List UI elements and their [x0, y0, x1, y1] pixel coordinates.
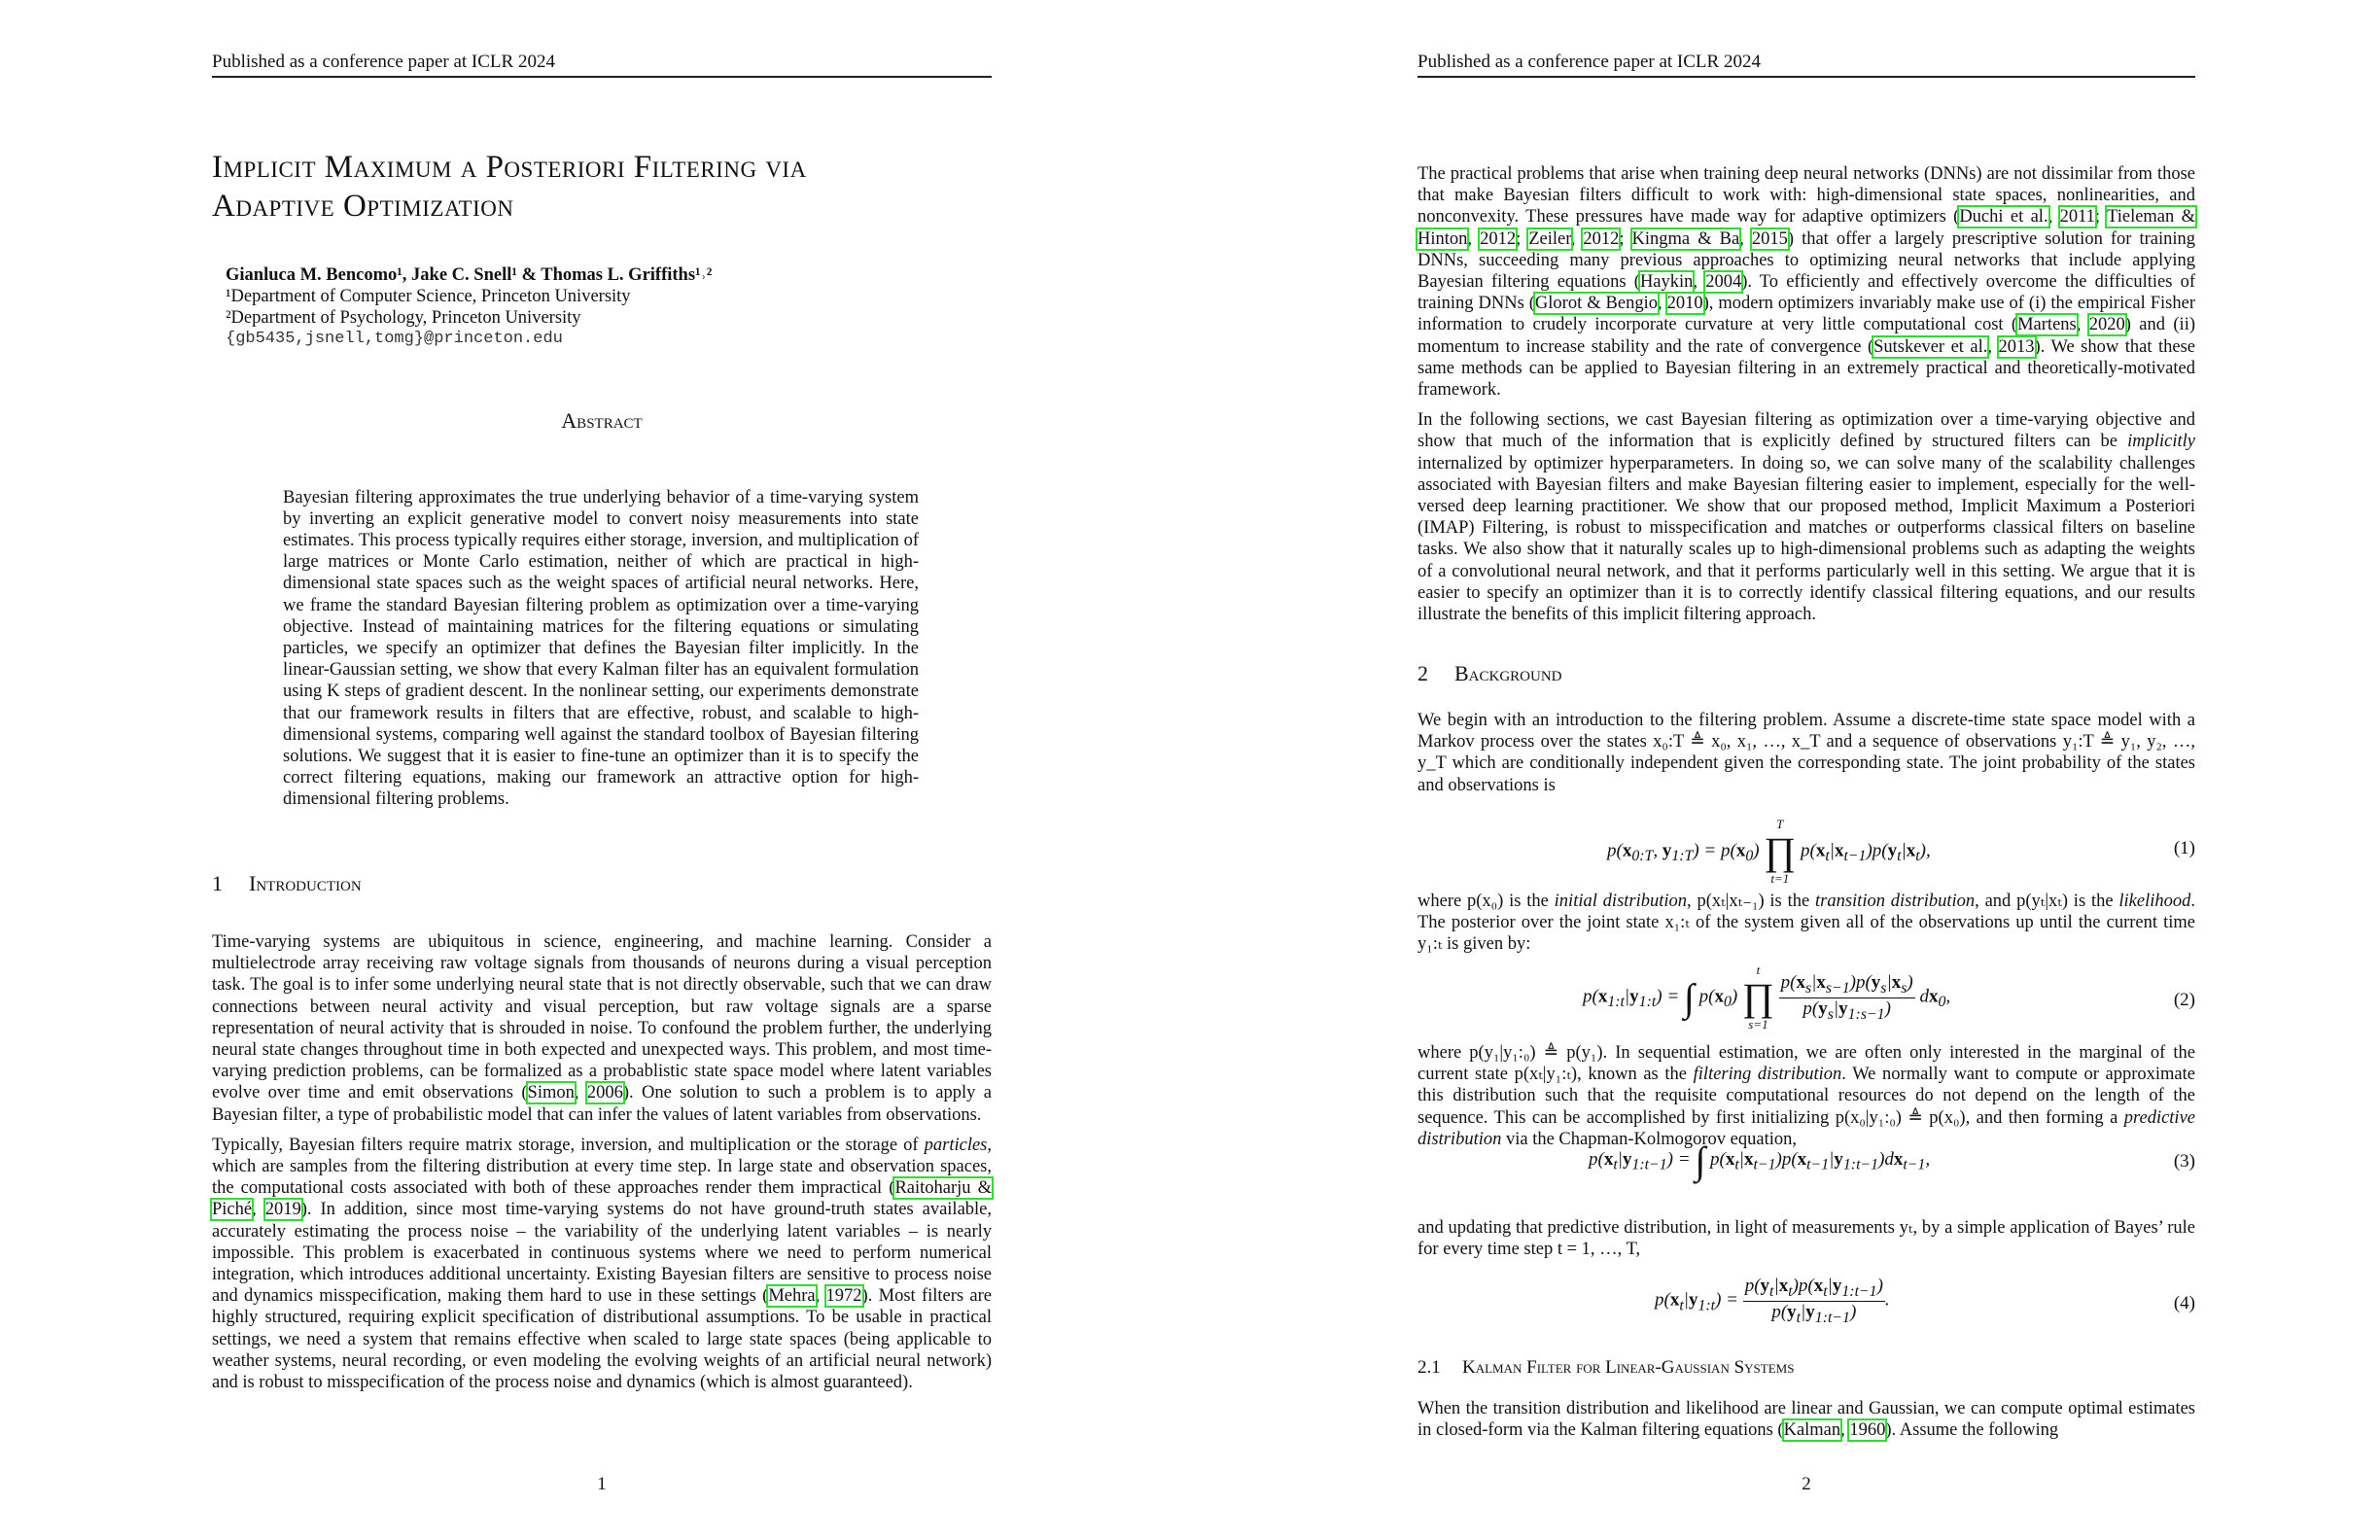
emphasis-text: initial distribution [1554, 892, 1688, 911]
background-paragraph-3 [1418, 1042, 2195, 1150]
section-heading-introduction [212, 871, 362, 896]
citation-year-link[interactable]: 2010 [1666, 294, 1703, 314]
citation-link[interactable]: Tieleman & Hinton [1418, 207, 2196, 249]
text-run: . The posterior over the joint state x₁:ₜ of the system given all of the observations up until the current time y₁:ₜ is given by: [1418, 892, 2195, 955]
citation-year-link[interactable]: 2012 [1480, 228, 1517, 249]
text-run: Time-varying systems are ubiquitous in science, engineering, and machine learning. Consider a multielectrode array receiving raw voltage signals from thousands of neurons during a visual perception task. The goal is to infer some underlying neural state that is not directly observable, such that we can draw connections between neural activity and visual perception, but raw voltage signals are a sparse representation of neural activity that is shrouded in noise. To confound the problem further, the underlying neural state changes throughout time in both expected and unexpected ways. This problem, and most time-varying prediction problems, can be formalized as a probablistic state space model where latent variables evolve over time and emit observations ( [212, 932, 992, 1103]
text-run: , which are samples from the filtering distribution at every time step. In large state and observation spaces, the computational costs associated with both of these approaches render them impractical ( [212, 1135, 992, 1199]
equation-number: (2) [2173, 990, 2195, 1010]
section-number: 2 [1418, 661, 1428, 685]
text-run: ), modern optimizers invariably make use of (i) the empirical Fisher information to crudely incorporate curvature at very little computational cost ( [1418, 294, 2195, 335]
text-run: Typically, Bayesian filters require matrix storage, inversion, and multiplication or the storage of [212, 1135, 925, 1155]
citation-year-link[interactable]: 2019 [264, 1200, 301, 1220]
citation-link[interactable]: Zeiler [1528, 228, 1571, 249]
emphasis-text: implicitly [2127, 432, 2195, 452]
section-heading-background [1418, 661, 1562, 686]
text-run: via the Chapman-Kolmogorov equation, [1501, 1129, 1798, 1149]
text-run: ). Assume the following [1885, 1420, 2059, 1441]
kalman-paragraph: When the transition distribution and likelihood are linear and Gaussian, we can compute optimal estimates in closed-form via the Kalman filtering equations (Kalman, 1960). Assume the following [1418, 1399, 2195, 1441]
intro-body [212, 931, 992, 1393]
subsection-title: Kalman Filter for Linear-Gaussian Systems [1462, 1357, 1795, 1378]
running-head: Published as a conference paper at ICLR 2024 [212, 52, 992, 78]
text-run: where p(x₀) is the [1418, 892, 1555, 911]
citation-link[interactable]: Simon [527, 1083, 575, 1103]
citation-link[interactable]: Mehra [768, 1286, 816, 1307]
text-run: When the transition distribution and likelihood are linear and Gaussian, we can compute optimal estimates in closed-form via the Kalman filtering equations ( [1418, 1399, 2195, 1441]
equation-number: (3) [2173, 1151, 2195, 1172]
citation-link[interactable]: Raitoharju & Piché [212, 1178, 993, 1220]
text-run: , p(xₜ|xₜ₋₁) is the [1687, 892, 1815, 911]
background-text: We begin with an introduction to the filtering problem. Assume a discrete-time state space model with a Markov process over the states x₀:T ≜ x₀, x₁, …, x_T and a sequence of observations y₁:T ≜ y₁, y₂, …, y_T which are conditionally independent given the corresponding state. The joint probability of the states and observations is [1418, 711, 2195, 795]
intro-paragraph-4 [1418, 409, 2195, 625]
equation-2-body: $p(x_{1:t}|y_{1:t})$ = ∫ $p(x_0)$ t ∏ s=1 $\frac{p(x_s|x_{s-1})p(y_s|x_s)}{p(y_s|y_{1:s-1})}$ $dx_0$, [1583, 962, 1951, 1032]
emphasis-text: predictive distribution [1418, 1107, 2195, 1149]
text-run: ) and (ii) momentum to increase stability and the rate of convergence ( [1418, 315, 2195, 357]
abstract-heading: Abstract [561, 408, 643, 433]
equation-2 [1418, 962, 2195, 1040]
section-number: 1 [212, 871, 223, 895]
text-run: . We normally want to compute or approximate this distribution such that the requisite computational resources do not depend on the length of the sequence. This can be accomplished by first initializing p(x₀|y₁:₀) ≜ p(x₀), and then forming a [1418, 1065, 2195, 1128]
citation-link[interactable]: Haykin [1639, 272, 1694, 293]
equation-1 [1418, 817, 2195, 885]
author-emails[interactable]: {gb5435,jsnell,tomg}@princeton.edu [226, 330, 563, 348]
citation-link[interactable]: Martens [2017, 315, 2077, 335]
citation-link[interactable]: Duchi et al. [1959, 207, 2048, 228]
text-run: ). We show that these same methods can be applied to Bayesian filtering in an extremely practical and theoretically-motivated framework. [1418, 336, 2195, 401]
citation-year-link[interactable]: 2004 [1705, 272, 1742, 293]
text-run: ) that offer a largely prescriptive solution for training DNNs, succeeding many previous approaches to optimizing neural networks that include applying Bayesian filtering equations ( [1418, 228, 2196, 293]
title-line-1: Implicit Maximum a Posteriori Filtering via [212, 150, 807, 185]
subsection-number: 2.1 [1418, 1357, 1441, 1378]
emphasis-text: transition distribution [1815, 892, 1976, 911]
text-run: ). Most filters are highly structured, requiring explicit specification of distributional assumptions. To be usable in practical settings, we need a system that remains effective when scaled to large state spaces (being applicable to weather systems, neural recording, or even modeling the evolving weights of an artificial neural network) and is robust to misspecification of the process noise and dynamics (which is almost guaranteed). [212, 1286, 993, 1393]
section-title: Background [1454, 661, 1562, 685]
intro-paragraph-1: Time-varying systems are ubiquitous in science, engineering, and machine learning. Consider a multielectrode array receiving raw voltage signals from thousands of neurons during a visual perception task. The goal is to infer some underlying neural state that is not directly observable, such that we can draw connections between neural activity and visual perception, but raw voltage signals are a sparse representation of neural activity that is shrouded in noise. To confound the problem further, the underlying neural state changes throughout time in both expected and unexpected ways. This problem, and most time-varying prediction problems, can be formalized as a probablistic state space model where latent variables evolve over time and emit observations (Simon, 2006). One solution to such a problem is to apply a Bayesian filter, a type of probabilistic model that can infer the values of latent variables from observations. [212, 932, 992, 1125]
equation-number: (1) [2173, 838, 2195, 858]
intro-paragraph-2: Typically, Bayesian filters require matrix storage, inversion, and multiplication or the storage of particles, which are samples from the filtering distribution at every time step. In large state and observation spaces, the computational costs associated with both of these approaches render them impractical (Raitoharju & Piché, 2019). In addition, since most time-varying systems do not have ground-truth states available, accurately estimating the process noise – the variability of the underlying latent variables – is nearly impossible. This problem is exacerbated in continuous systems where we need to perform numerical integration, which introduces additional uncertainty. Existing Bayesian filters are sensitive to process noise and dynamics misspecification, making them hard to use in these settings (Mehra, 1972). Most filters are highly structured, requiring explicit specification of distributional assumptions. To be usable in practical settings, we need a system that remains effective when scaled to large state spaces (being applicable to weather systems, neural recording, or even modeling the evolving weights of an artificial neural network) and is robust to misspecification of the process noise and dynamics (which is almost guaranteed). [212, 1135, 993, 1393]
affiliation-2: ²Department of Psychology, Princeton University [226, 308, 581, 328]
intro-paragraph-3: The practical problems that arise when training deep neural networks (DNNs) are not dissimilar from those that make Bayesian filters difficult to work with: high-dimensional state spaces, nonlinearities, and nonconvexity. These pressures have made way for adaptive optimizers (Duchi et al., 2011; Tieleman & Hinton, 2012; Zeiler, 2012; Kingma & Ba, 2015) that offer a largely prescriptive solution for training DNNs, succeeding many previous approaches to optimizing neural networks that include applying Bayesian filtering equations (Haykin, 2004). To efficiently and effectively overcome the difficulties of training DNNs (Glorot & Bengio, 2010), modern optimizers invariably make use of (i) the empirical Fisher information to crudely incorporate curvature at very little computational cost (Martens, 2020) and (ii) momentum to increase stability and the rate of convergence (Sutskever et al., 2013). We show that these same methods can be applied to Bayesian filtering in an extremely practical and theoretically-motivated framework. [1418, 164, 2196, 401]
equation-4-body: $p(x_t|y_{1:t})$ = $\frac{p(y_t|x_t)p(x_t|y_{1:t-1})}{p(y_t|y_{1:t-1})}$ . [1655, 1276, 1890, 1326]
emphasis-text: particles [924, 1135, 988, 1155]
equation-3-body: $p(x_t|y_{1:t-1})$ = ∫ $p(x_t|x_{t-1})p(x_{t-1}|y_{1:t-1})dx_{t-1}$, [1589, 1138, 1931, 1182]
section-title: Introduction [249, 871, 362, 895]
running-head: Published as a conference paper at ICLR 2024 [1418, 52, 2195, 78]
text-run: In the following sections, we cast Bayesian filtering as optimization over a time-varying objective and show that much of the information that is explicitly defined by structured filters can be [1418, 410, 2195, 452]
page-number: 2 [1802, 1474, 1811, 1494]
equation-3 [1418, 1138, 2195, 1186]
subsection-heading-kalman [1418, 1357, 1794, 1379]
text-run: ). In addition, since most time-varying systems do not have ground-truth states available, accurately estimating the process noise – the variability of the underlying latent variables – is nearly impossible. This problem is exacerbated in continuous systems where we need to perform numerical integration, which introduces additional uncertainty. Existing Bayesian filters are sensitive to process noise and dynamics misspecification, making them hard to use in these settings ( [212, 1200, 993, 1307]
emphasis-text: filtering distribution [1693, 1065, 1842, 1085]
author-block [226, 264, 712, 350]
citation-year-link[interactable]: 1960 [1849, 1420, 1886, 1441]
citation-link[interactable]: Sutskever et al. [1873, 336, 1988, 357]
equation-1-body: $p(x_{0:T}$, $y_{1:T}) = p(x_0)$ T ∏ t=1 $p(x_t|x_{t-1})p(y_t|x_t)$, [1607, 817, 1931, 886]
equation-4 [1418, 1276, 2195, 1334]
text-run: internalized by optimizer hyperparameters. In doing so, we can solve many of the scalability challenges associated with Bayesian filters and make Bayesian filtering easier to implement, especially for the well-versed deep learning practitioner. We show that our proposed method, Implicit Maximum a Posteriori (IMAP) Filtering, is robust to misspecification and matches or outperforms classical filters on baseline tasks. We also show that it naturally scales up to high-dimensional problems such as adapting the weights of a convolutional neural network, and that it performs particularly well in this setting. We argue that it is easier to specify an optimizer than it is to correctly identify classical filtering equations, and our results illustrate the benefits of this implicit filtering approach. [1418, 453, 2195, 625]
citation-link[interactable]: Kingma & Ba [1631, 228, 1740, 249]
background-paragraph-1 [1418, 710, 2195, 796]
paper-title [212, 148, 992, 226]
page-2-intro-continued [1418, 163, 2195, 625]
background-paragraph-2 [1418, 891, 2195, 956]
emphasis-text: likelihood [2118, 892, 2191, 911]
text-run: The practical problems that arise when training deep neural networks (DNNs) are not dissimilar from those that make Bayesian filters difficult to work with: high-dimensional state spaces, nonlinearities, and nonconvexity. These pressures have made way for adaptive optimizers ( [1418, 164, 2195, 228]
text-run: , and p(yₜ|xₜ) is the [1975, 892, 2119, 911]
citation-year-link[interactable]: 2020 [2088, 315, 2125, 335]
abstract-text: Bayesian filtering approximates the true underlying behavior of a time-varying system by inverting an explicit generative model to convert noisy measurements into state estimates. This process typically requires either storage, inversion, and multiplication of large matrices or Monte Carlo estimation, neither of which are practical in high-dimensional state spaces such as the weight spaces of artificial neural networks. Here, we frame the standard Bayesian filtering problem as optimization over a time-varying objective. Instead of maintaining matrices for the filtering equations or simulating particles, we specify an optimizer that defines the Bayesian filter implicitly. In the linear-Gaussian setting, we show that every Kalman filter has an equivalent formulation using K steps of gradient descent. In the nonlinear setting, our experiments demonstrate that our framework results in filters that are effective, robust, and scalable to high-dimensional systems, comparing well against the standard toolbox of Bayesian filtering solutions. We suggest that it is easier to fine-tune an optimizer than it is to specify the correct filtering equations, making our framework an attractive option for high-dimensional filtering problems. [283, 487, 919, 810]
equation-number: (4) [2173, 1293, 2195, 1313]
citation-year-link[interactable]: 2013 [1998, 336, 2035, 357]
text-run: where p(y₁|y₁:₀) ≜ p(y₁). In sequential estimation, we are often only interested in the marginal of the current state p(xₜ|y₁:ₜ), known as the [1418, 1043, 2195, 1085]
citation-link[interactable]: Kalman [1783, 1420, 1841, 1441]
citation-year-link[interactable]: 2006 [586, 1083, 623, 1103]
text-run: ). One solution to such a problem is to apply a Bayesian filter, a type of probabilistic model that can infer the values of latent variables from observations. [212, 1083, 992, 1125]
page-number: 1 [597, 1474, 607, 1494]
citation-year-link[interactable]: 2012 [1583, 228, 1620, 249]
paper-page-2 [1190, 0, 2380, 1540]
author-names: Gianluca M. Bencomo¹, Jake C. Snell¹ & Thomas L. Griffiths¹˒² [226, 265, 713, 285]
text-run: ). To efficiently and effectively overcome the difficulties of training DNNs ( [1418, 272, 2196, 314]
affiliation-1: ¹Department of Computer Science, Princeton University [226, 287, 631, 306]
citation-year-link[interactable]: 2011 [2059, 207, 2095, 228]
title-line-2: Adaptive Optimization [212, 189, 514, 224]
background-paragraph-4 [1418, 1217, 2195, 1260]
background-text: and updating that predictive distribution, in light of measurements yₜ, by a simple application of Bayes’ rule for every time step t = 1, …, T, [1418, 1218, 2195, 1260]
citation-year-link[interactable]: 1972 [825, 1286, 862, 1307]
citation-year-link[interactable]: 2015 [1751, 228, 1788, 249]
citation-link[interactable]: Glorot & Bengio [1534, 294, 1658, 314]
